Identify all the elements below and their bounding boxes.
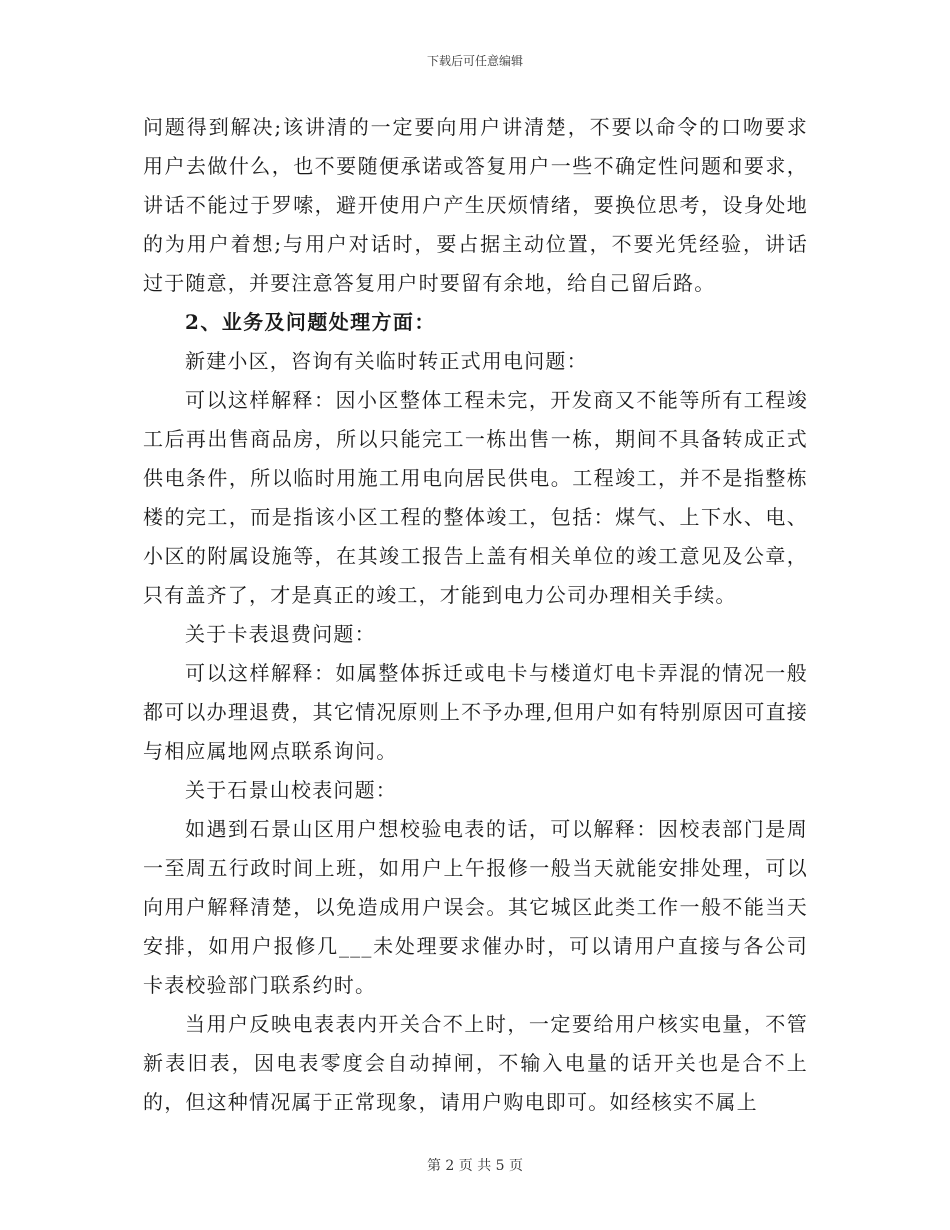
paragraph-continuation: 问题得到解决;该讲清的一定要向用户讲清楚，不要以命令的口吻要求用户去做什么，也不要随便承诺或答复用户一些不确定性问题和要求，讲话不能过于罗嗦，避开使用户产生厌烦情绪，要换位思考，设身处地的为用户着想;与用户对话时，要占据主动位置，不要光凭经验，讲话过于随意，并要注意答复用户时要留有余地，给自己留后路。	[143, 115, 808, 295]
answer-new-community: 可以这样解释：因小区整体工程未完，开发商又不能等所有工程竣工后再出售商品房，所以只能完工一栋出售一栋，期间不具备转成正式供电条件，所以临时用施工用电向居民供电。工程竣工，并不是指整栋楼的完工，而是指该小区工程的整体竣工，包括：煤气、上下水、电、小区的附属设施等，在其竣工报告上盖有相关单位的竣工意见及公章，只有盖齐了，才是真正的竣工，才能到电力公司办理相关手续。	[143, 388, 808, 607]
page-header: 下载后可任意编辑	[426, 54, 523, 68]
question-card-meter-refund: 关于卡表退费问题：	[185, 622, 376, 646]
section-heading: 2、业务及问题处理方面：	[185, 310, 436, 334]
question-new-community: 新建小区，咨询有关临时转正式用电问题：	[185, 349, 588, 373]
answer-shijingshan-meter: 如遇到石景山区用户想校验电表的话，可以解释：因校表部门是周一至周五行政时间上班，如用户上午报修一般当天就能安排处理，可以向用户解释清楚，以免造成用户误会。其它城区此类工作一般不能当天安排，如用户报修几___未处理要求催办时，可以请用户直接与各公司卡表校验部门联系约时。	[143, 817, 808, 997]
answer-card-meter-refund: 可以这样解释：如属整体拆迁或电卡与楼道灯电卡弄混的情况一般都可以办理退费，其它情况原则上不予办理,但用户如有特别原因可直接与相应属地网点联系询问。	[143, 661, 808, 763]
document-body	[143, 108, 808, 1122]
paragraph-meter-switch: 当用户反映电表表内开关合不上时，一定要给用户核实电量，不管新表旧表，因电表零度会自动掉闸，不输入电量的话开关也是合不上的，但这种情况属于正常现象，请用户购电即可。如经核实不属上	[143, 1012, 808, 1114]
page-number: 第 2 页 共 5 页	[426, 1158, 524, 1174]
question-shijingshan-meter: 关于石景山校表问题：	[185, 778, 397, 802]
